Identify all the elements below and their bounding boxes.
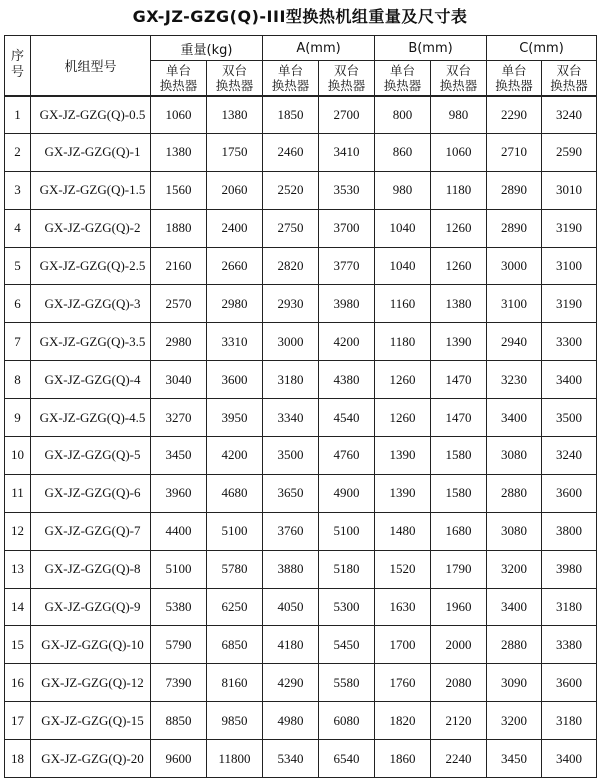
cell-weight-single: 5790 bbox=[151, 626, 207, 664]
cell-model: GX-JZ-GZG(Q)-9 bbox=[31, 588, 151, 626]
cell-model: GX-JZ-GZG(Q)-12 bbox=[31, 664, 151, 702]
cell-weight-double: 2400 bbox=[207, 209, 263, 247]
page-title: GX-JZ-GZG(Q)-III型换热机组重量及尺寸表 bbox=[132, 7, 468, 26]
cell-c-single: 3080 bbox=[487, 512, 542, 550]
cell-b-double: 1960 bbox=[431, 588, 487, 626]
cell-seq: 13 bbox=[5, 550, 31, 588]
cell-a-single: 2750 bbox=[263, 209, 319, 247]
table-header bbox=[5, 36, 597, 96]
cell-a-single: 2460 bbox=[263, 133, 319, 171]
cell-a-single: 2930 bbox=[263, 285, 319, 323]
cell-b-single: 980 bbox=[375, 171, 431, 209]
cell-weight-single: 9600 bbox=[151, 740, 207, 778]
cell-c-double: 2590 bbox=[542, 133, 597, 171]
cell-a-single: 3000 bbox=[263, 323, 319, 361]
cell-weight-double: 3950 bbox=[207, 399, 263, 437]
cell-b-double: 1470 bbox=[431, 399, 487, 437]
cell-model: GX-JZ-GZG(Q)-1.5 bbox=[31, 171, 151, 209]
cell-c-single: 3230 bbox=[487, 361, 542, 399]
subheader-a-double bbox=[319, 61, 375, 96]
table-row bbox=[5, 171, 597, 209]
cell-c-double: 3980 bbox=[542, 550, 597, 588]
cell-b-double: 2120 bbox=[431, 702, 487, 740]
cell-weight-double: 5780 bbox=[207, 550, 263, 588]
cell-a-double: 2700 bbox=[319, 96, 375, 134]
cell-c-double: 3800 bbox=[542, 512, 597, 550]
cell-a-single: 4050 bbox=[263, 588, 319, 626]
cell-weight-single: 5100 bbox=[151, 550, 207, 588]
cell-b-double: 1380 bbox=[431, 285, 487, 323]
cell-weight-single: 2160 bbox=[151, 247, 207, 285]
cell-model: GX-JZ-GZG(Q)-3 bbox=[31, 285, 151, 323]
cell-b-single: 1180 bbox=[375, 323, 431, 361]
cell-b-single: 1260 bbox=[375, 361, 431, 399]
cell-seq: 3 bbox=[5, 171, 31, 209]
cell-b-double: 2080 bbox=[431, 664, 487, 702]
subheader-c-single bbox=[487, 61, 542, 96]
header-weight: 重量(kg) bbox=[151, 36, 263, 61]
cell-weight-single: 3040 bbox=[151, 361, 207, 399]
subheader-single-line2: 换热器 bbox=[495, 77, 533, 93]
subheader-double-line1: 双台 bbox=[446, 62, 472, 78]
cell-a-double: 5100 bbox=[319, 512, 375, 550]
cell-b-single: 1820 bbox=[375, 702, 431, 740]
cell-a-single: 4980 bbox=[263, 702, 319, 740]
cell-b-single: 1480 bbox=[375, 512, 431, 550]
cell-c-single: 3400 bbox=[487, 588, 542, 626]
cell-a-single: 1850 bbox=[263, 96, 319, 134]
cell-weight-double: 2060 bbox=[207, 171, 263, 209]
header-seq bbox=[5, 36, 31, 96]
cell-b-double: 1390 bbox=[431, 323, 487, 361]
table-row bbox=[5, 437, 597, 475]
cell-model: GX-JZ-GZG(Q)-20 bbox=[31, 740, 151, 778]
cell-b-single: 1160 bbox=[375, 285, 431, 323]
cell-weight-double: 3600 bbox=[207, 361, 263, 399]
cell-c-single: 3000 bbox=[487, 247, 542, 285]
header-c: C(mm) bbox=[487, 36, 597, 61]
cell-weight-double: 6250 bbox=[207, 588, 263, 626]
table-row bbox=[5, 361, 597, 399]
cell-b-double: 1260 bbox=[431, 209, 487, 247]
table-row bbox=[5, 247, 597, 285]
cell-model: GX-JZ-GZG(Q)-7 bbox=[31, 512, 151, 550]
cell-b-single: 1760 bbox=[375, 664, 431, 702]
cell-weight-double: 2980 bbox=[207, 285, 263, 323]
subheader-double-line1: 双台 bbox=[333, 62, 359, 78]
cell-a-single: 3760 bbox=[263, 512, 319, 550]
cell-b-single: 1700 bbox=[375, 626, 431, 664]
cell-weight-single: 1060 bbox=[151, 96, 207, 134]
cell-b-single: 860 bbox=[375, 133, 431, 171]
subheader-a-single bbox=[263, 61, 319, 96]
cell-weight-single: 1380 bbox=[151, 133, 207, 171]
table-row bbox=[5, 702, 597, 740]
cell-b-double: 1790 bbox=[431, 550, 487, 588]
header-model: 机组型号 bbox=[31, 36, 151, 96]
cell-c-double: 3600 bbox=[542, 664, 597, 702]
subheader-double-line2: 换热器 bbox=[439, 77, 478, 93]
cell-a-single: 3180 bbox=[263, 361, 319, 399]
table-row bbox=[5, 550, 597, 588]
header-seq-line2: 号 bbox=[10, 65, 24, 81]
table-row bbox=[5, 474, 597, 512]
cell-c-single: 2890 bbox=[487, 209, 542, 247]
cell-a-single: 2820 bbox=[263, 247, 319, 285]
subheader-b-double bbox=[431, 61, 487, 96]
subheader-double-line2: 换热器 bbox=[215, 77, 254, 93]
cell-b-single: 1860 bbox=[375, 740, 431, 778]
cell-c-single: 3200 bbox=[487, 702, 542, 740]
table-row bbox=[5, 285, 597, 323]
table-row bbox=[5, 626, 597, 664]
cell-b-single: 1630 bbox=[375, 588, 431, 626]
subheader-weight-double bbox=[207, 61, 263, 96]
cell-seq: 15 bbox=[5, 626, 31, 664]
cell-weight-double: 2660 bbox=[207, 247, 263, 285]
cell-b-double: 2000 bbox=[431, 626, 487, 664]
cell-a-single: 5340 bbox=[263, 740, 319, 778]
cell-c-double: 3180 bbox=[542, 588, 597, 626]
cell-weight-single: 4400 bbox=[151, 512, 207, 550]
cell-a-double: 3770 bbox=[319, 247, 375, 285]
table-body bbox=[5, 96, 597, 778]
cell-b-double: 1060 bbox=[431, 133, 487, 171]
cell-c-single: 3090 bbox=[487, 664, 542, 702]
cell-weight-single: 1560 bbox=[151, 171, 207, 209]
cell-weight-single: 3450 bbox=[151, 437, 207, 475]
cell-weight-double: 4680 bbox=[207, 474, 263, 512]
table-row bbox=[5, 96, 597, 134]
cell-seq: 11 bbox=[5, 474, 31, 512]
cell-weight-double: 4200 bbox=[207, 437, 263, 475]
cell-a-double: 5580 bbox=[319, 664, 375, 702]
cell-weight-double: 1750 bbox=[207, 133, 263, 171]
cell-c-double: 3100 bbox=[542, 247, 597, 285]
cell-c-double: 3240 bbox=[542, 437, 597, 475]
cell-weight-double: 3310 bbox=[207, 323, 263, 361]
cell-model: GX-JZ-GZG(Q)-0.5 bbox=[31, 96, 151, 134]
cell-weight-double: 5100 bbox=[207, 512, 263, 550]
cell-c-double: 3190 bbox=[542, 285, 597, 323]
cell-weight-single: 5380 bbox=[151, 588, 207, 626]
table-row bbox=[5, 588, 597, 626]
cell-c-double: 3190 bbox=[542, 209, 597, 247]
subheader-b-single bbox=[375, 61, 431, 96]
cell-weight-single: 1880 bbox=[151, 209, 207, 247]
cell-a-double: 4380 bbox=[319, 361, 375, 399]
cell-weight-single: 3270 bbox=[151, 399, 207, 437]
cell-model: GX-JZ-GZG(Q)-10 bbox=[31, 626, 151, 664]
cell-a-double: 4200 bbox=[319, 323, 375, 361]
spec-table bbox=[4, 35, 597, 778]
cell-a-double: 5300 bbox=[319, 588, 375, 626]
cell-c-single: 3450 bbox=[487, 740, 542, 778]
cell-seq: 10 bbox=[5, 437, 31, 475]
cell-c-double: 3380 bbox=[542, 626, 597, 664]
cell-model: GX-JZ-GZG(Q)-3.5 bbox=[31, 323, 151, 361]
cell-c-single: 2880 bbox=[487, 626, 542, 664]
subheader-double-line2: 换热器 bbox=[327, 77, 366, 93]
cell-seq: 12 bbox=[5, 512, 31, 550]
cell-a-single: 3650 bbox=[263, 474, 319, 512]
cell-seq: 16 bbox=[5, 664, 31, 702]
cell-b-double: 1470 bbox=[431, 361, 487, 399]
cell-c-single: 3080 bbox=[487, 437, 542, 475]
cell-b-single: 1520 bbox=[375, 550, 431, 588]
header-a: A(mm) bbox=[263, 36, 375, 61]
cell-seq: 4 bbox=[5, 209, 31, 247]
cell-model: GX-JZ-GZG(Q)-15 bbox=[31, 702, 151, 740]
subheader-single-line2: 换热器 bbox=[159, 77, 198, 93]
table-row bbox=[5, 133, 597, 171]
cell-a-double: 6540 bbox=[319, 740, 375, 778]
cell-weight-double: 9850 bbox=[207, 702, 263, 740]
cell-b-single: 1390 bbox=[375, 437, 431, 475]
table-row bbox=[5, 209, 597, 247]
cell-model: GX-JZ-GZG(Q)-1 bbox=[31, 133, 151, 171]
cell-c-single: 2710 bbox=[487, 133, 542, 171]
cell-a-double: 5450 bbox=[319, 626, 375, 664]
cell-seq: 14 bbox=[5, 588, 31, 626]
cell-weight-double: 6850 bbox=[207, 626, 263, 664]
cell-b-single: 1040 bbox=[375, 209, 431, 247]
cell-a-single: 3880 bbox=[263, 550, 319, 588]
cell-seq: 8 bbox=[5, 361, 31, 399]
cell-c-double: 3400 bbox=[542, 740, 597, 778]
cell-c-single: 3400 bbox=[487, 399, 542, 437]
cell-seq: 18 bbox=[5, 740, 31, 778]
cell-seq: 9 bbox=[5, 399, 31, 437]
cell-b-single: 1260 bbox=[375, 399, 431, 437]
cell-c-single: 2880 bbox=[487, 474, 542, 512]
cell-c-double: 3500 bbox=[542, 399, 597, 437]
cell-weight-single: 8850 bbox=[151, 702, 207, 740]
table-row bbox=[5, 740, 597, 778]
cell-a-double: 4900 bbox=[319, 474, 375, 512]
cell-seq: 2 bbox=[5, 133, 31, 171]
cell-b-double: 1580 bbox=[431, 474, 487, 512]
cell-model: GX-JZ-GZG(Q)-5 bbox=[31, 437, 151, 475]
subheader-double-line2: 换热器 bbox=[550, 77, 588, 93]
subheader-c-double bbox=[542, 61, 597, 96]
cell-b-double: 1680 bbox=[431, 512, 487, 550]
subheader-single-line1: 单台 bbox=[501, 62, 527, 78]
table-row bbox=[5, 512, 597, 550]
table-row bbox=[5, 323, 597, 361]
cell-model: GX-JZ-GZG(Q)-6 bbox=[31, 474, 151, 512]
subheader-double-line1: 双台 bbox=[556, 62, 582, 78]
cell-a-single: 4290 bbox=[263, 664, 319, 702]
cell-c-single: 2940 bbox=[487, 323, 542, 361]
cell-c-double: 3300 bbox=[542, 323, 597, 361]
cell-model: GX-JZ-GZG(Q)-4 bbox=[31, 361, 151, 399]
cell-a-double: 3700 bbox=[319, 209, 375, 247]
cell-b-double: 980 bbox=[431, 96, 487, 134]
cell-weight-double: 8160 bbox=[207, 664, 263, 702]
subheader-single-line2: 换热器 bbox=[271, 77, 310, 93]
cell-seq: 1 bbox=[5, 96, 31, 134]
cell-b-double: 1180 bbox=[431, 171, 487, 209]
cell-weight-double: 11800 bbox=[207, 740, 263, 778]
cell-weight-single: 3960 bbox=[151, 474, 207, 512]
subheader-single-line1: 单台 bbox=[165, 62, 191, 78]
cell-b-single: 1390 bbox=[375, 474, 431, 512]
cell-model: GX-JZ-GZG(Q)-4.5 bbox=[31, 399, 151, 437]
cell-weight-double: 1380 bbox=[207, 96, 263, 134]
cell-a-single: 2520 bbox=[263, 171, 319, 209]
cell-c-double: 3180 bbox=[542, 702, 597, 740]
header-seq-line1: 序 bbox=[10, 49, 24, 65]
cell-seq: 6 bbox=[5, 285, 31, 323]
cell-b-double: 2240 bbox=[431, 740, 487, 778]
cell-c-single: 2290 bbox=[487, 96, 542, 134]
cell-c-double: 3400 bbox=[542, 361, 597, 399]
cell-model: GX-JZ-GZG(Q)-2.5 bbox=[31, 247, 151, 285]
cell-model: GX-JZ-GZG(Q)-2 bbox=[31, 209, 151, 247]
cell-b-single: 1040 bbox=[375, 247, 431, 285]
cell-a-double: 3530 bbox=[319, 171, 375, 209]
cell-c-double: 3240 bbox=[542, 96, 597, 134]
cell-c-double: 3010 bbox=[542, 171, 597, 209]
cell-c-double: 3600 bbox=[542, 474, 597, 512]
cell-seq: 7 bbox=[5, 323, 31, 361]
subheader-single-line1: 单台 bbox=[277, 62, 303, 78]
cell-a-double: 4760 bbox=[319, 437, 375, 475]
cell-weight-single: 2570 bbox=[151, 285, 207, 323]
cell-weight-single: 7390 bbox=[151, 664, 207, 702]
cell-b-double: 1580 bbox=[431, 437, 487, 475]
cell-seq: 17 bbox=[5, 702, 31, 740]
cell-c-single: 3200 bbox=[487, 550, 542, 588]
subheader-weight-single bbox=[151, 61, 207, 96]
cell-c-single: 2890 bbox=[487, 171, 542, 209]
cell-seq: 5 bbox=[5, 247, 31, 285]
cell-a-single: 4180 bbox=[263, 626, 319, 664]
cell-a-double: 5180 bbox=[319, 550, 375, 588]
subheader-single-line1: 单台 bbox=[389, 62, 415, 78]
cell-model: GX-JZ-GZG(Q)-8 bbox=[31, 550, 151, 588]
cell-b-double: 1260 bbox=[431, 247, 487, 285]
cell-a-double: 3410 bbox=[319, 133, 375, 171]
cell-a-double: 4540 bbox=[319, 399, 375, 437]
cell-c-single: 3100 bbox=[487, 285, 542, 323]
table-row bbox=[5, 664, 597, 702]
cell-a-single: 3340 bbox=[263, 399, 319, 437]
cell-a-single: 3500 bbox=[263, 437, 319, 475]
cell-a-double: 6080 bbox=[319, 702, 375, 740]
header-b: B(mm) bbox=[375, 36, 487, 61]
subheader-double-line1: 双台 bbox=[221, 62, 247, 78]
cell-b-single: 800 bbox=[375, 96, 431, 134]
subheader-single-line2: 换热器 bbox=[383, 77, 422, 93]
cell-weight-single: 2980 bbox=[151, 323, 207, 361]
table-row bbox=[5, 399, 597, 437]
cell-a-double: 3980 bbox=[319, 285, 375, 323]
